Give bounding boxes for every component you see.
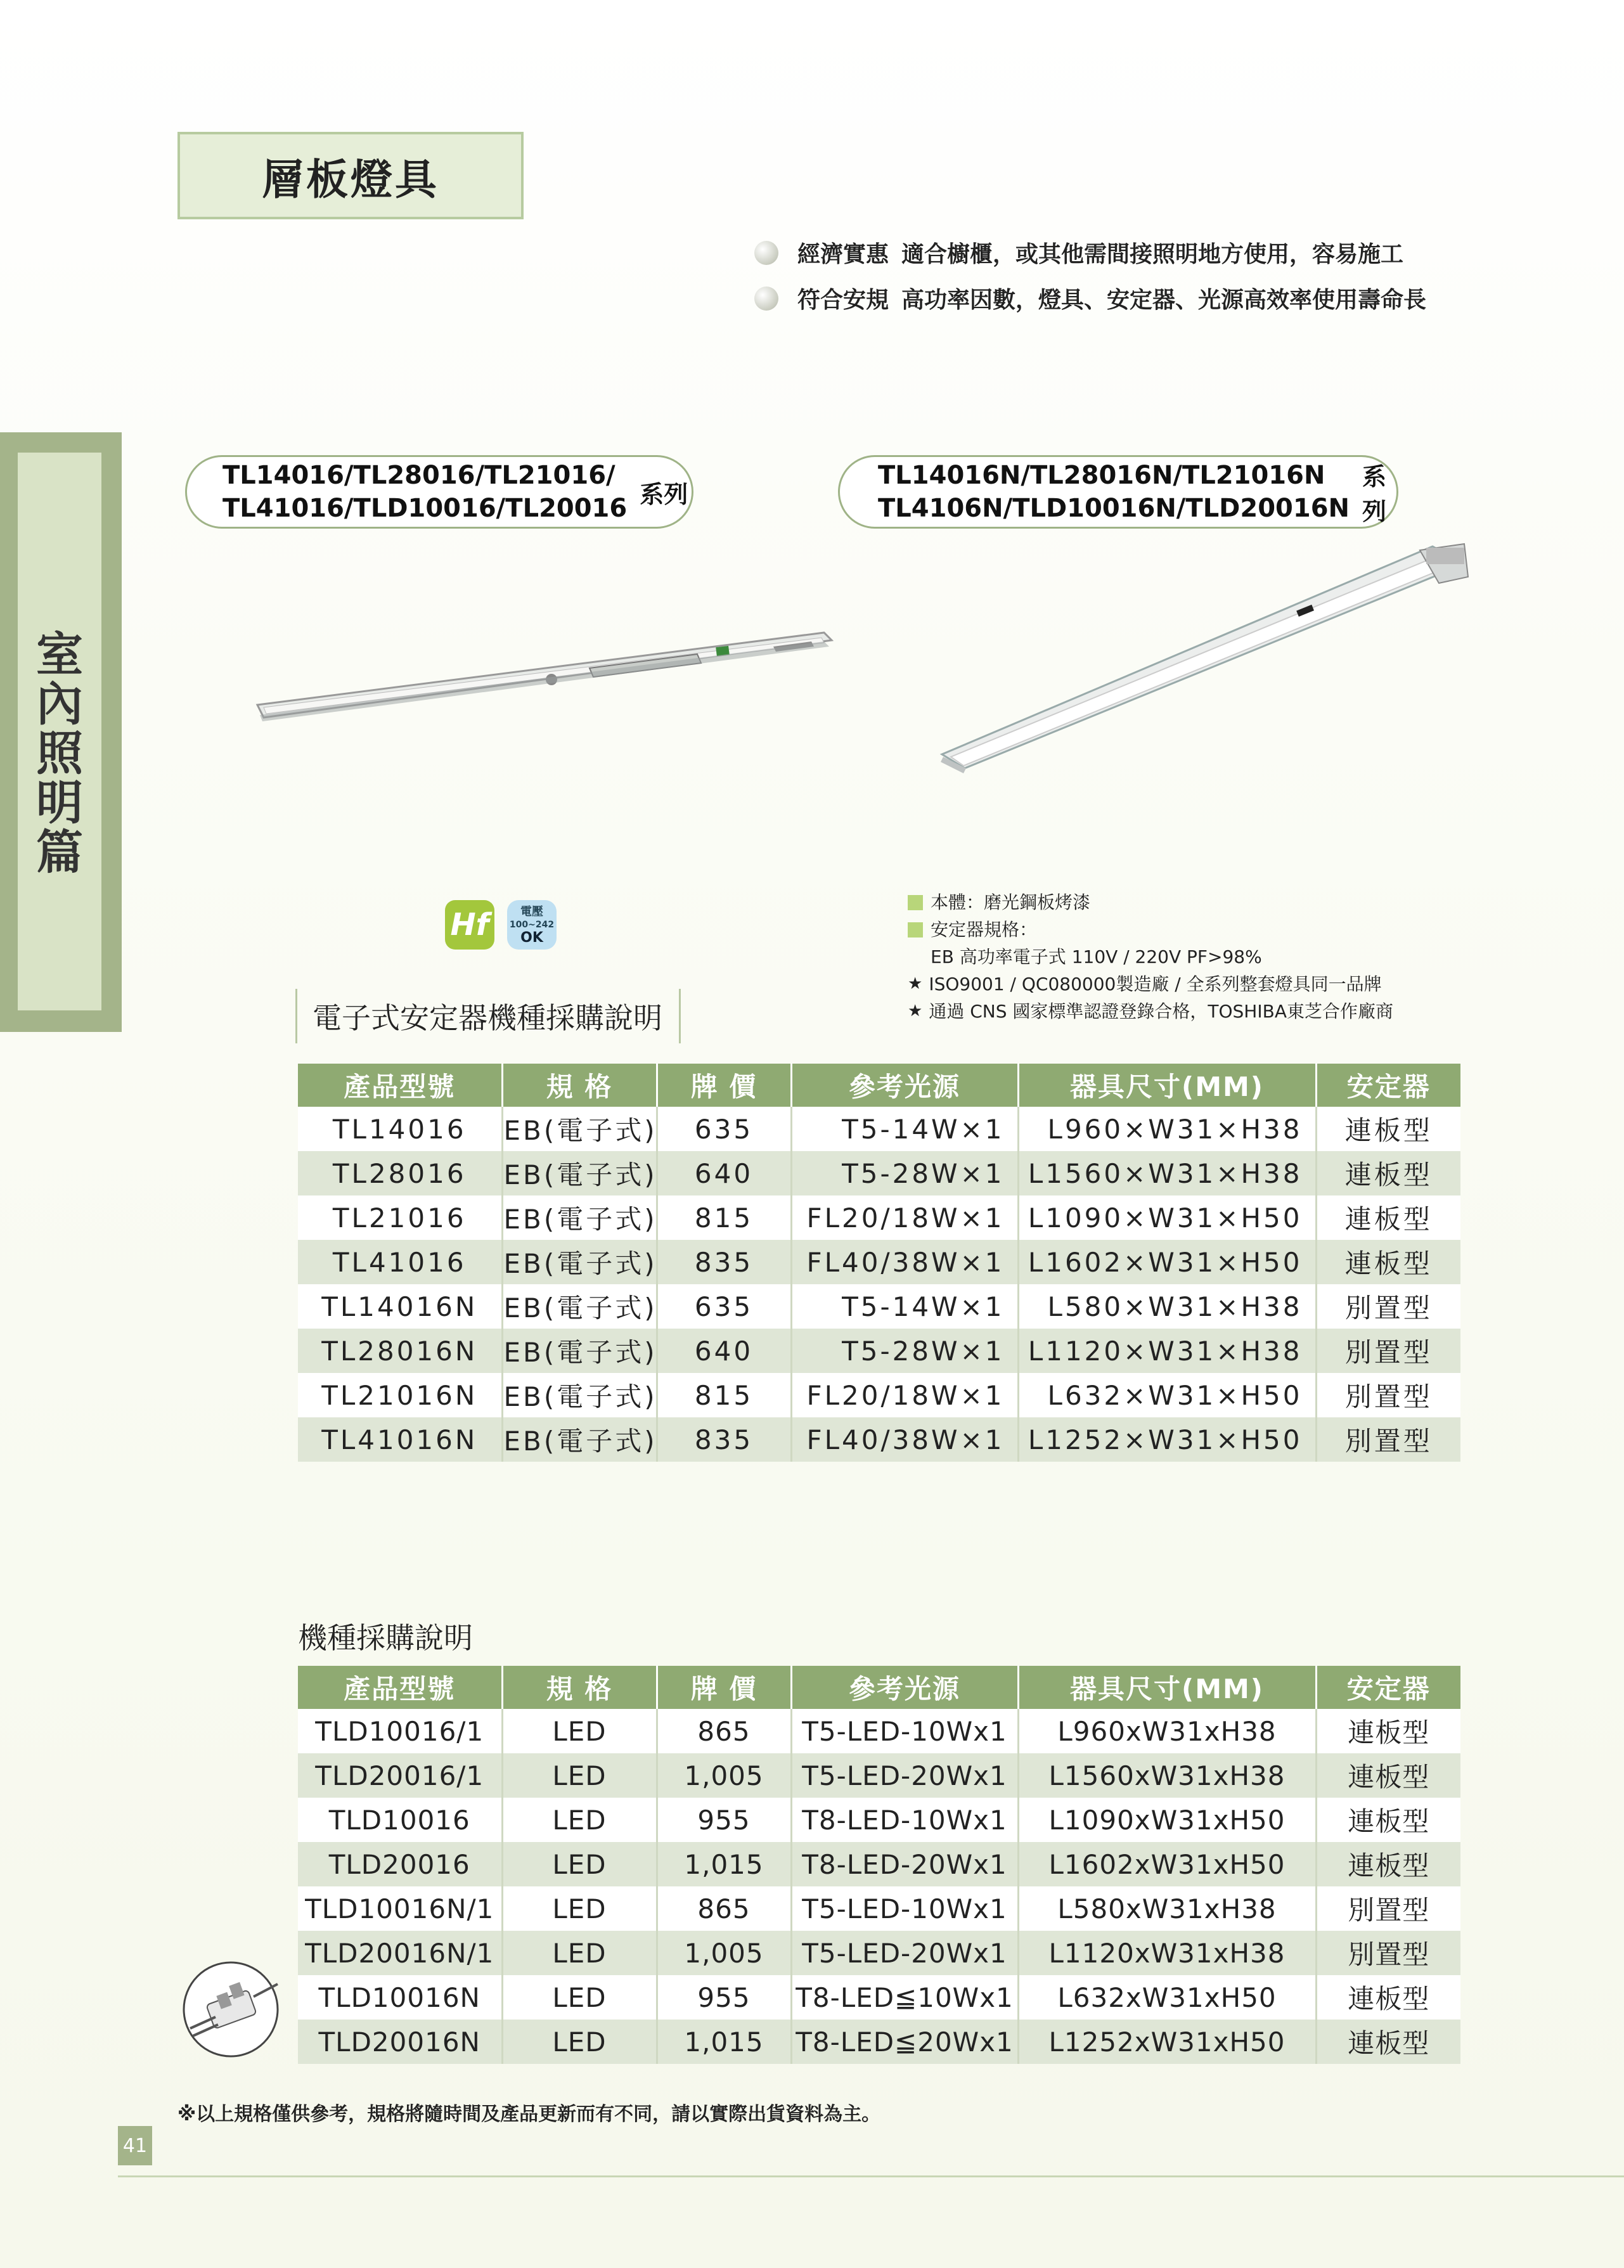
feature-text: 高功率因數，燈具、安定器、光源高效率使用壽命長 — [901, 287, 1427, 313]
cell-price: 640 — [657, 1329, 791, 1373]
cell-price: 635 — [657, 1107, 791, 1151]
chapter-side-tab — [0, 432, 122, 1032]
cell-dimensions: L1560×W31×H38 — [1018, 1151, 1316, 1195]
series-suffix: 系列 — [1362, 463, 1387, 525]
cell-spec: LED — [502, 1886, 657, 1931]
cell-spec: EB(電子式) — [502, 1417, 657, 1462]
col-header-dimensions: 器具尺寸(MM) — [1018, 1666, 1316, 1709]
series-models-line2: TL4106N/TLD10016N/TLD20016N — [878, 494, 1350, 523]
cell-light-source: T5-14W×1 — [791, 1107, 1018, 1151]
cell-ballast: 別置型 — [1316, 1329, 1460, 1373]
series-label-right — [838, 455, 1398, 529]
cell-price: 1,015 — [657, 2020, 791, 2064]
series-models-line2: TL41016/TLD10016/TL20016 — [222, 494, 628, 523]
cell-ballast: 連板型 — [1316, 1240, 1460, 1284]
cell-model: TL28016N — [298, 1329, 502, 1373]
section2-heading: 機種採購說明 — [298, 1621, 473, 1655]
col-header-ballast: 安定器 — [1316, 1666, 1460, 1709]
bullet-icon — [754, 241, 778, 265]
table-row — [298, 1195, 1460, 1240]
series-suffix: 系列 — [640, 480, 688, 508]
cell-light-source: T5-LED-10Wx1 — [791, 1886, 1018, 1931]
cell-ballast: 別置型 — [1316, 1417, 1460, 1462]
cell-dimensions: L1252×W31×H50 — [1018, 1417, 1316, 1462]
cell-ballast: 連板型 — [1316, 1753, 1460, 1798]
col-header-price: 牌 價 — [657, 1064, 791, 1107]
cell-price: 815 — [657, 1195, 791, 1240]
cell-model: TLD20016N — [298, 2020, 502, 2064]
cell-light-source: FL20/18W×1 — [791, 1373, 1018, 1417]
cell-light-source: T5-28W×1 — [791, 1151, 1018, 1195]
cell-price: 1,005 — [657, 1931, 791, 1975]
feature-item-2 — [754, 282, 1426, 314]
cell-spec: LED — [502, 1753, 657, 1798]
table-row — [298, 1709, 1460, 1753]
feature-text: 適合櫥櫃，或其他需間接照明地方使用，容易施工 — [901, 242, 1404, 267]
bullet-square-icon — [908, 895, 923, 910]
spec-ballast: 安定器規格： — [908, 916, 1393, 943]
table-row — [298, 1975, 1460, 2020]
table-row — [298, 1931, 1460, 1975]
cell-light-source: FL40/38W×1 — [791, 1240, 1018, 1284]
cell-ballast: 連板型 — [1316, 1842, 1460, 1886]
cell-spec: EB(電子式) — [502, 1107, 657, 1151]
cell-ballast: 連板型 — [1316, 2020, 1460, 2064]
cell-model: TLD10016/1 — [298, 1709, 502, 1753]
table-row — [298, 1240, 1460, 1284]
spec-cert-2: ★ 通過 CNS 國家標準認證登錄合格，TOSHIBA東芝合作廠商 — [908, 998, 1393, 1025]
bullet-icon — [754, 287, 778, 311]
cell-light-source: T8-LED-10Wx1 — [791, 1798, 1018, 1842]
feature-item-1 — [754, 236, 1403, 269]
cell-price: 1,005 — [657, 1753, 791, 1798]
col-header-dimensions: 器具尺寸(MM) — [1018, 1064, 1316, 1107]
table-header-row — [298, 1064, 1460, 1107]
col-header-light-source: 參考光源 — [791, 1666, 1018, 1709]
cell-dimensions: L580×W31×H38 — [1018, 1284, 1316, 1329]
table-row — [298, 1329, 1460, 1373]
table-row — [298, 1417, 1460, 1462]
cell-model: TL14016N — [298, 1284, 502, 1329]
table-row — [298, 1107, 1460, 1151]
cell-model: TLD10016N — [298, 1975, 502, 2020]
cell-spec: LED — [502, 1709, 657, 1753]
cell-model: TL41016 — [298, 1240, 502, 1284]
cell-spec: LED — [502, 1975, 657, 2020]
ballast-spec-table — [298, 1064, 1460, 1462]
col-header-light-source: 參考光源 — [791, 1064, 1018, 1107]
table-row — [298, 1284, 1460, 1329]
cell-spec: EB(電子式) — [502, 1329, 657, 1373]
cell-dimensions: L960×W31×H38 — [1018, 1107, 1316, 1151]
quick-connector-icon — [171, 1940, 298, 2066]
table-row — [298, 1753, 1460, 1798]
spec-body: 本體：磨光鋼板烤漆 — [908, 889, 1393, 916]
cell-ballast: 連板型 — [1316, 1195, 1460, 1240]
cell-price: 865 — [657, 1709, 791, 1753]
table-row — [298, 2020, 1460, 2064]
cell-dimensions: L1560xW31xH38 — [1018, 1753, 1316, 1798]
cell-ballast: 連板型 — [1316, 1709, 1460, 1753]
cell-dimensions: L632xW31xH50 — [1018, 1975, 1316, 2020]
col-header-model: 產品型號 — [298, 1064, 502, 1107]
star-icon: ★ — [908, 974, 923, 993]
cell-model: TLD10016N/1 — [298, 1886, 502, 1931]
cell-price: 635 — [657, 1284, 791, 1329]
cell-light-source: T5-28W×1 — [791, 1329, 1018, 1373]
cell-spec: EB(電子式) — [502, 1240, 657, 1284]
cell-spec: LED — [502, 2020, 657, 2064]
led-spec-table — [298, 1666, 1460, 2064]
series-label-left — [185, 455, 693, 529]
col-header-spec: 規 格 — [502, 1064, 657, 1107]
cell-dimensions: L1602×W31×H50 — [1018, 1240, 1316, 1284]
feature-key: 經濟實惠 — [797, 242, 889, 267]
table-row — [298, 1373, 1460, 1417]
cell-model: TL28016 — [298, 1151, 502, 1195]
cell-price: 1,015 — [657, 1842, 791, 1886]
col-header-price: 牌 價 — [657, 1666, 791, 1709]
cell-price: 640 — [657, 1151, 791, 1195]
footnote: ※以上規格僅供參考，規格將隨時間及產品更新而有不同，請以實際出貨資料為主。 — [177, 2103, 881, 2125]
spec-ballast-detail: EB 高功率電子式 110V / 220V PF>98% — [931, 946, 1262, 967]
page-title-box — [177, 132, 524, 219]
cell-price: 955 — [657, 1798, 791, 1842]
cell-light-source: T8-LED≦10Wx1 — [791, 1975, 1018, 2020]
cell-light-source: FL40/38W×1 — [791, 1417, 1018, 1462]
page-number: 41 — [118, 2126, 152, 2165]
cell-dimensions: L1090xW31xH50 — [1018, 1798, 1316, 1842]
cell-spec: EB(電子式) — [502, 1373, 657, 1417]
bottom-divider — [118, 2175, 1624, 2177]
star-icon: ★ — [908, 1002, 923, 1021]
chapter-title: 室 內 照 明 篇 — [36, 628, 83, 880]
cell-model: TLD20016N/1 — [298, 1931, 502, 1975]
section1-heading: 電子式安定器機種採購說明 — [295, 989, 681, 1043]
cell-ballast: 連板型 — [1316, 1975, 1460, 2020]
cell-spec: EB(電子式) — [502, 1284, 657, 1329]
page-title: 層板燈具 — [262, 155, 439, 204]
cell-dimensions: L580xW31xH38 — [1018, 1886, 1316, 1931]
cell-ballast: 別置型 — [1316, 1931, 1460, 1975]
table-row — [298, 1842, 1460, 1886]
cell-dimensions: L1090×W31×H50 — [1018, 1195, 1316, 1240]
table-row — [298, 1886, 1460, 1931]
cell-spec: LED — [502, 1798, 657, 1842]
cell-model: TLD20016 — [298, 1842, 502, 1886]
cell-ballast: 別置型 — [1316, 1373, 1460, 1417]
cell-dimensions: L1120xW31xH38 — [1018, 1931, 1316, 1975]
feature-key: 符合安規 — [797, 287, 889, 313]
cell-ballast: 連板型 — [1316, 1151, 1460, 1195]
series-models-line1: TL14016/TL28016/TL21016/ — [222, 461, 615, 490]
cell-light-source: FL20/18W×1 — [791, 1195, 1018, 1240]
cell-light-source: T8-LED-20Wx1 — [791, 1842, 1018, 1886]
cell-dimensions: L1120×W31×H38 — [1018, 1329, 1316, 1373]
table-row — [298, 1798, 1460, 1842]
cell-model: TL14016 — [298, 1107, 502, 1151]
fixture-image-right — [938, 539, 1471, 780]
cell-price: 835 — [657, 1417, 791, 1462]
table-header-row — [298, 1666, 1460, 1709]
cell-ballast: 別置型 — [1316, 1886, 1460, 1931]
series-models-line1: TL14016N/TL28016N/TL21016N — [878, 461, 1325, 490]
col-header-spec: 規 格 — [502, 1666, 657, 1709]
cell-dimensions: L632×W31×H50 — [1018, 1373, 1316, 1417]
cell-spec: EB(電子式) — [502, 1195, 657, 1240]
cell-model: TL41016N — [298, 1417, 502, 1462]
hf-badge-icon: Hf — [445, 900, 494, 950]
voltage-badge-icon: 電壓 100~242 OK — [507, 900, 557, 950]
cell-dimensions: L960xW31xH38 — [1018, 1709, 1316, 1753]
spec-list — [908, 889, 1393, 1025]
cell-spec: LED — [502, 1931, 657, 1975]
col-header-model: 產品型號 — [298, 1666, 502, 1709]
cell-price: 865 — [657, 1886, 791, 1931]
cell-spec: LED — [502, 1842, 657, 1886]
cell-model: TL21016 — [298, 1195, 502, 1240]
cell-price: 835 — [657, 1240, 791, 1284]
cell-dimensions: L1602xW31xH50 — [1018, 1842, 1316, 1886]
cell-light-source: T5-LED-20Wx1 — [791, 1931, 1018, 1975]
cell-spec: EB(電子式) — [502, 1151, 657, 1195]
cell-price: 955 — [657, 1975, 791, 2020]
spec-cert-1: ★ ISO9001 / QC080000製造廠 / 全系列整套燈具同一品牌 — [908, 970, 1393, 998]
cell-light-source: T8-LED≦20Wx1 — [791, 2020, 1018, 2064]
cell-light-source: T5-LED-10Wx1 — [791, 1709, 1018, 1753]
cell-light-source: T5-LED-20Wx1 — [791, 1753, 1018, 1798]
cell-dimensions: L1252xW31xH50 — [1018, 2020, 1316, 2064]
col-header-ballast: 安定器 — [1316, 1064, 1460, 1107]
cell-model: TL21016N — [298, 1373, 502, 1417]
cell-ballast: 連板型 — [1316, 1798, 1460, 1842]
fixture-image-left — [254, 621, 837, 748]
cell-light-source: T5-14W×1 — [791, 1284, 1018, 1329]
cell-ballast: 連板型 — [1316, 1107, 1460, 1151]
cell-model: TLD20016/1 — [298, 1753, 502, 1798]
table-row — [298, 1151, 1460, 1195]
cell-price: 815 — [657, 1373, 791, 1417]
bullet-square-icon — [908, 922, 923, 937]
cell-model: TLD10016 — [298, 1798, 502, 1842]
cell-ballast: 別置型 — [1316, 1284, 1460, 1329]
